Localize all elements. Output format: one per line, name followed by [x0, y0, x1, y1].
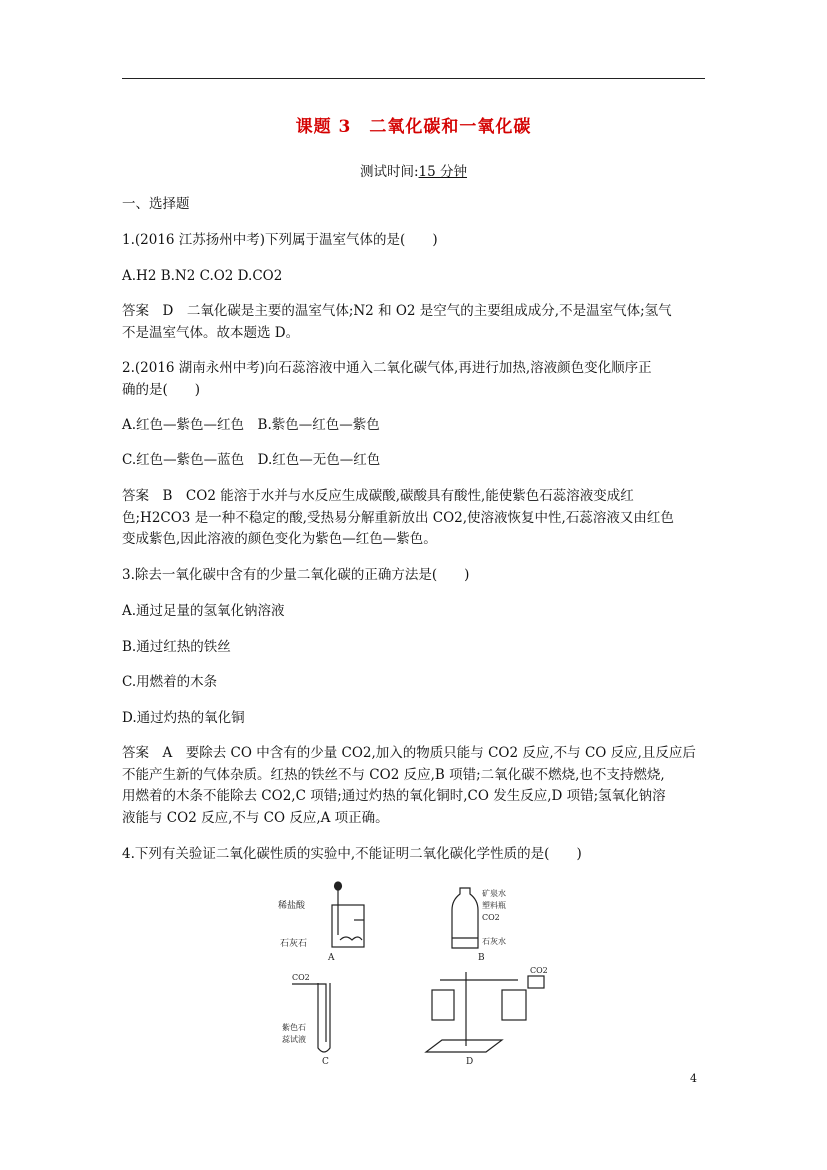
label-d-co2: CO2 — [530, 966, 548, 975]
q3-answer — [122, 744, 707, 830]
section-heading: 一、选择题 — [122, 196, 190, 212]
q2-answer — [122, 487, 707, 552]
q4-stem: 4.下列有关验证二氧化碳性质的实验中,不能证明二氧化碳化学性质的是( ) — [122, 846, 582, 862]
plastic-bottle-b — [452, 888, 478, 948]
q3-answer-line: 不能产生新的气体杂质。红热的铁丝不与 CO2 反应,B 项错;二氧化碳不燃烧,也不支持燃烧, — [122, 766, 665, 783]
limestone-a — [340, 937, 362, 940]
apparatus-d — [426, 966, 548, 1067]
test-tube-c — [318, 983, 330, 1052]
beaker-a — [332, 905, 364, 947]
q1-stem: 1.(2016 江苏扬州中考)下列属于温室气体的是( ) — [122, 232, 438, 248]
test-time — [0, 160, 827, 180]
test-time-value: 15 分钟 — [418, 164, 468, 180]
label-a: A — [328, 953, 335, 963]
gas-bottle-d — [528, 976, 544, 988]
test-time-label: 测试时间: — [359, 164, 419, 180]
q2-options-cd: C.红色—紫色—蓝色 D.红色—无色—红色 — [122, 452, 381, 468]
q2-answer-line: 色;H2CO3 是一种不稳定的酸,受热易分解重新放出 CO2,使溶液恢复中性,石蕊溶液又由红色 — [122, 509, 674, 526]
page-title: 课题 3 二氧化碳和一氧化碳 — [295, 117, 532, 137]
q1-answer — [122, 302, 707, 345]
q2-answer-line: 答案 B CO2 能溶于水并与水反应生成碳酸,碳酸具有酸性,能使紫色石蕊溶液变成红 — [122, 488, 634, 504]
page-number: 4 — [690, 1072, 697, 1085]
apparatus-b — [452, 888, 506, 963]
q2-answer-line: 变成紫色,因此溶液的颜色变化为紫色—红色—紫色。 — [122, 531, 437, 547]
apparatus-c — [282, 973, 330, 1067]
q2-stem — [122, 359, 707, 402]
bag-left-d — [432, 990, 454, 1020]
experiment-figure — [270, 880, 570, 1070]
q3-option-a: A.通过足量的氢氧化钠溶液 — [122, 603, 285, 619]
q1-answer-line: 不是温室气体。故本题选 D。 — [122, 324, 300, 341]
q3-answer-line: 用燃着的木条不能除去 CO2,C 项错;通过灼热的氧化铜时,CO 发生反应,D 项错;氢氧化钠溶 — [122, 788, 666, 804]
label-c: C — [322, 1057, 329, 1067]
label-b-water: 矿泉水 — [482, 889, 506, 898]
dropper-bulb-a — [335, 882, 342, 890]
label-b-bottle: 塑料瓶 — [482, 901, 506, 910]
label-c-litmus-2: 蕊试液 — [282, 1035, 306, 1044]
label-c-litmus-1: 紫色石 — [282, 1023, 306, 1032]
label-b: B — [478, 953, 485, 963]
label-a-acid: 稀盐酸 — [278, 901, 306, 911]
label-c-co2: CO2 — [292, 973, 310, 982]
q2-stem-line: 2.(2016 湖南永州中考)向石蕊溶液中通入二氧化碳气体,再进行加热,溶液颜色变化顺序正 — [122, 360, 652, 376]
gas-tube-c — [292, 984, 326, 1042]
header-rule — [122, 78, 705, 79]
q3-option-d: D.通过灼热的氧化铜 — [122, 710, 245, 726]
q2-stem-line: 确的是( ) — [122, 381, 201, 398]
label-b-lime: 石灰水 — [482, 937, 506, 946]
label-b-co2: CO2 — [482, 913, 500, 922]
q3-option-c: C.用燃着的木条 — [122, 674, 218, 690]
q1-answer-line: 答案 D 二氧化碳是主要的温室气体;N2 和 O2 是空气的主要组成成分,不是温室气体;氢气 — [122, 303, 672, 319]
bag-right-d — [502, 990, 526, 1020]
q3-option-b: B.通过红热的铁丝 — [122, 639, 231, 655]
label-d: D — [466, 1057, 474, 1067]
q3-answer-line: 液能与 CO2 反应,不与 CO 反应,A 项正确。 — [122, 809, 389, 826]
q3-answer-line: 答案 A 要除去 CO 中含有的少量 CO2,加入的物质只能与 CO2 反应,不与 CO 反应,且反应后 — [122, 745, 696, 761]
q1-options: A.H2 B.N2 C.O2 D.CO2 — [122, 268, 283, 284]
apparatus-a — [278, 882, 364, 963]
q2-options-ab: A.红色—紫色—红色 B.紫色—红色—紫色 — [122, 417, 380, 433]
q3-stem: 3.除去一氧化碳中含有的少量二氧化碳的正确方法是( ) — [122, 567, 470, 583]
label-a-stone: 石灰石 — [280, 939, 308, 949]
base-d — [426, 1040, 502, 1052]
